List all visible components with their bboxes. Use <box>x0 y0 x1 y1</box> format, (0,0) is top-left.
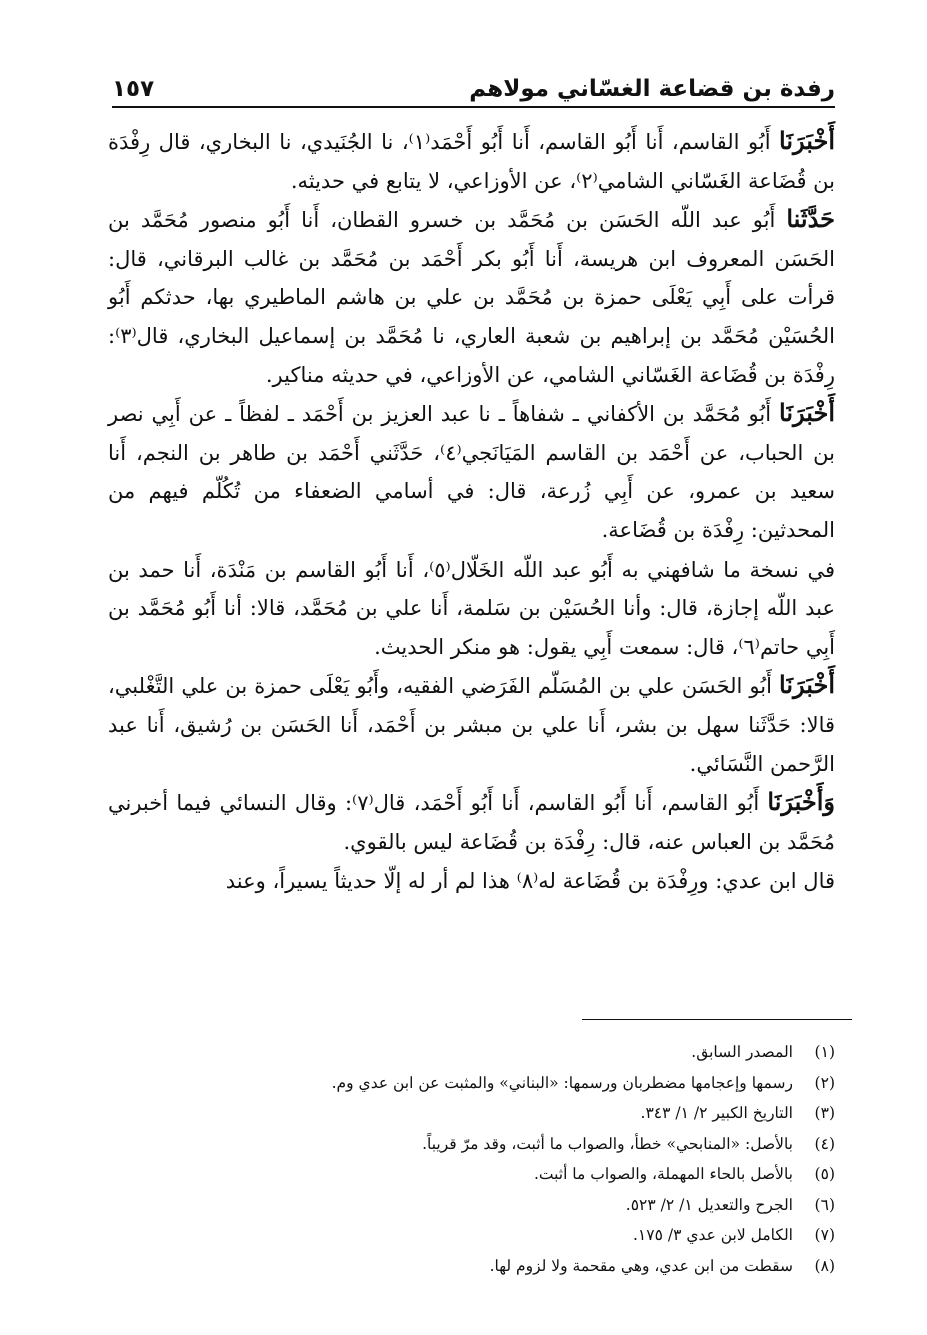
paragraph-text: أَبُو عبد اللّه الحَسَن بن مُحَمَّد بن خسرو القطان، أَنا أَبُو منصور مُحَمَّد بن الحَسَن المعروف ابن هريسة، أَنا أَبُو بكر أَحْمَد بن مُحَمَّد بن غالب البرقاني، قال: قرأت على أَبِي يَعْلَى حمزة بن مُحَمَّد بن علي بن هاشم الماطيري بها، حدثكم أَبُو الحُسَيْن مُحَمَّد بن إبراهيم بن شعبة العاري، نا مُحَمَّد بن إسماعيل البخاري، قال⁽٣⁾: رِفْدَة بن قُضَاعة الغَسّاني الشامي، عن الأوزاعي، في حديثه مناكير. <box>108 208 835 387</box>
footnote-number: (٢) <box>814 1073 835 1092</box>
paragraph-lead: حَدَّثَنا <box>786 204 835 234</box>
page-number: ١٥٧ <box>112 76 155 102</box>
footnote <box>300 1190 835 1221</box>
footnote <box>300 1037 835 1068</box>
footnote-text: المصدر السابق. <box>691 1043 793 1061</box>
paragraph <box>108 861 835 901</box>
footnote-text: الكامل لابن عدي ٣/ ١٧٥. <box>632 1226 793 1244</box>
footnote <box>300 1251 835 1282</box>
paragraph <box>108 550 835 667</box>
footnote <box>300 1220 835 1251</box>
footnote <box>300 1159 835 1190</box>
paragraph-text: أَبُو القاسم، أَنا أَبُو القاسم، أَنا أَبُو أَحْمَد⁽١⁾، نا الجُنَيدي، نا البخاري، قال رِفْدَة بن قُضَاعة الغَسّاني الشامي⁽٢⁾، عن الأوزاعي، لا يتابع في حديثه. <box>108 130 835 193</box>
paragraph-text: أَبُو مُحَمَّد بن الأكفاني ـ شفاهاً ـ نا عبد العزيز بن أَحْمَد ـ لفظاً ـ عن أَبِي نصر بن الحباب، عن أَحْمَد بن القاسم المَيَانَجي⁽٤⁾، حَدَّثَني أَحْمَد بن طاهر بن النجم، أَنا سعيد بن عمرو، عن أَبِي زُرعة، قال: في أسامي الضعفاء من تُكُلّم فيهم من المحدثين: رِفْدَة بن قُضَاعة. <box>108 402 835 542</box>
paragraph-lead: أَخْبَرَنَا <box>779 670 835 700</box>
footnote-number: (٨) <box>814 1256 835 1275</box>
paragraph-lead: وَأَخْبَرَنَا <box>767 787 835 817</box>
footnotes <box>300 1037 835 1281</box>
footnote-number: (٧) <box>814 1226 835 1244</box>
paragraph-text: قال ابن عدي: ورِفْدَة بن قُضَاعة له⁽٨⁾ هذا لم أر له إلّا حديثاً يسيراً، وعند <box>225 869 835 894</box>
paragraph-lead: أَخْبَرَنَا <box>779 398 835 428</box>
paragraph-text: أَبُو القاسم، أَنا أَبُو القاسم، أَنا أَبُو أَحْمَد، قال⁽٧⁾: وقال النسائي فيما أخبرني مُحَمَّد بن العباس عنه، قال: رِفْدَة بن قُضَاعة ليس بالقوي. <box>108 791 835 854</box>
footnote-text: التاريخ الكبير ٢/ ١/ ٣٤٣. <box>640 1104 793 1122</box>
paragraph-text: في نسخة ما شافهني به أَبُو عبد اللّه الخَلّال⁽٥⁾، أَنا أَبُو القاسم بن مَنْدَة، أَنا حمد بن عبد اللّه إجازة، قال: وأنا الحُسَيْن بن سَلمة، أَنا علي بن مُحَمَّد، قالا: أنا أَبُو مُحَمَّد بن أَبِي حاتم⁽٦⁾، قال: سمعت أَبِي يقول: هو منكر الحديث. <box>108 557 835 659</box>
paragraph-lead: أَخْبَرَنَا <box>779 126 835 155</box>
main-text <box>108 122 835 901</box>
running-title: رفدة بن قضاعة الغسّاني مولاهم <box>469 76 835 102</box>
paragraph-text: أَبُو الحَسَن علي بن المُسَلّم الفَرَضي الفقيه، وأَبُو يَعْلَى حمزة بن علي التَّغْلبي، قالا: حَدَّثَنا سهل بن بشر، أَنا علي بن مبشر بن أَحْمَد، أَنا الحَسَن بن رُشيق، أَنا عبد الرَّحمن النَّسَائي. <box>108 674 835 776</box>
footnote-number: (٣) <box>814 1104 835 1122</box>
footnote <box>300 1068 835 1099</box>
footnote-number: (٥) <box>814 1165 835 1183</box>
paragraph <box>108 666 835 783</box>
footnote-text: سقطت من ابن عدي، وهي مقحمة ولا لزوم لها. <box>489 1256 793 1275</box>
footnote-number: (٤) <box>814 1134 835 1153</box>
footnote-text: رسمها وإعجامها مضطربان ورسمها: «البناني» والمثبت عن ابن عدي وم. <box>331 1073 793 1092</box>
footnote <box>300 1098 835 1129</box>
footnote-number: (١) <box>814 1043 835 1061</box>
page-header <box>112 64 835 108</box>
paragraph <box>108 394 835 549</box>
paragraph <box>108 783 835 861</box>
footnote-number: (٦) <box>814 1195 835 1214</box>
paragraph <box>108 200 835 394</box>
footnote-divider <box>582 1019 852 1020</box>
footnote-text: بالأصل: «المنابحي» خطأ، والصواب ما أثبت، وقد مرّ قريباً. <box>422 1134 793 1153</box>
footnote-text: الجرح والتعديل ١/ ٢/ ٥٢٣. <box>625 1195 793 1214</box>
footnote-text: بالأصل بالحاء المهملة، والصواب ما أثبت. <box>533 1165 793 1183</box>
footnote <box>300 1129 835 1160</box>
paragraph <box>108 122 835 200</box>
